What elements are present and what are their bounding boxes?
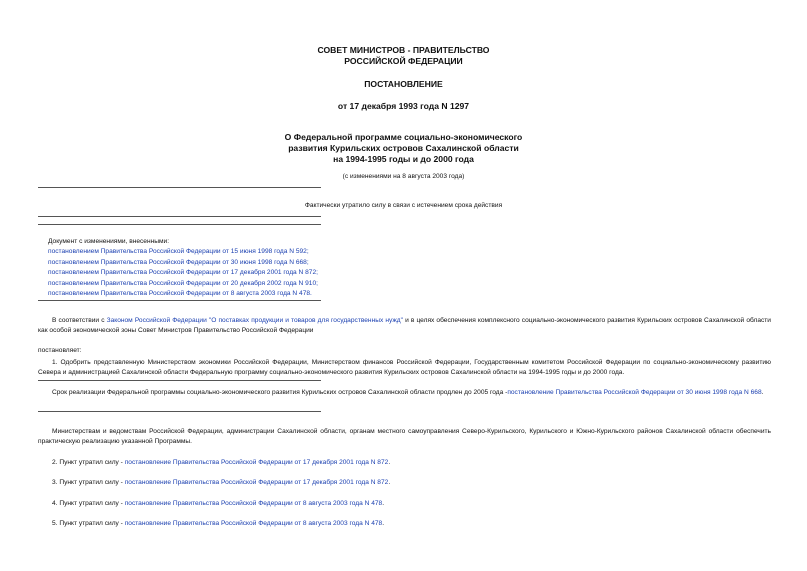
preamble-text: В соответствии с	[52, 317, 107, 324]
repealed-item-3	[52, 478, 390, 488]
amendment-link[interactable]: постановлением Правительства Российской Федерации от 20 декабря 2002 года N 910;	[48, 279, 318, 287]
repealed-end: .	[388, 459, 391, 466]
preamble-paragraph	[38, 316, 771, 337]
extension-link[interactable]: постановление Правительства Российской Федерации от 30 июня 1998 года N 668	[507, 389, 762, 396]
document-date: от 17 декабря 1993 года N 1297	[337, 101, 470, 111]
repealed-end: .	[382, 500, 385, 507]
repealed-link[interactable]: постановление Правительства Российской Федерации от 8 августа 2003 года N 478	[124, 500, 383, 507]
repealed-link[interactable]: постановление Правительства Российской Федерации от 17 декабря 2001 года N 872	[124, 459, 389, 466]
extension-text: Срок реализации Федеральной программы социально-экономического развития Курильских островов Сахалинской области продлен до 2005 года -	[52, 389, 508, 396]
repealed-end: .	[388, 479, 391, 486]
amendment-link[interactable]: постановлением Правительства Российской Федерации от 15 июня 1998 года N 592;	[48, 248, 309, 256]
repealed-text: 3. Пункт утратил силу -	[52, 479, 125, 486]
repealed-text: 5. Пункт утратил силу -	[52, 520, 125, 527]
ministries-paragraph: Министерствам и ведомствам Российской Федерации, администрации Сахалинской области, органам местного самоуправления Северо-Курильского, Курильского и Южно-Курильского районов Сахалинской области обеспечить практическую реализацию указанной Программы.	[38, 428, 771, 446]
amendments-intro: Документ с изменениями, внесенными:	[48, 238, 170, 245]
divider	[38, 187, 321, 188]
document-title	[0, 132, 807, 165]
title-line-2: развития Курильских островов Сахалинской области	[288, 143, 519, 153]
divider	[38, 380, 321, 381]
preamble-text: и в целях обеспечения комплексного социально-экономического развития Курильских островов Сахалинской области как особой экономической зоны Совет Министров Правительство Российской Федерации	[38, 317, 771, 335]
repealed-item-4	[52, 499, 384, 509]
extension-paragraph	[38, 388, 771, 398]
changes-note: (с изменениями на 8 августа 2003 года)	[342, 173, 465, 180]
divider	[38, 411, 321, 412]
title-line-1: О Федеральной программе социально-экономического	[284, 132, 523, 142]
divider	[38, 224, 321, 225]
resolves-label: постановляет:	[38, 347, 82, 354]
amendment-link[interactable]: постановлением Правительства Российской Федерации от 30 июня 1998 года N 668;	[48, 258, 309, 266]
amendment-link[interactable]: постановлением Правительства Российской Федерации от 17 декабря 2001 года N 872;	[48, 269, 318, 277]
item-1-paragraph: 1. Одобрить представленную Министерством экономики Российской Федерации, Министерством финансов Российской Федерации, Государственным комитетом Российской Федерации по социально-экономическому развитию Севера и администрацией Сахалинской области Федеральную программу социально-экономического развития Курильских островов Сахалинской области на 1994-1995 годы и до 2000 года.	[38, 359, 771, 377]
amendments-block	[48, 237, 318, 299]
repealed-end: .	[382, 520, 385, 527]
status-note: Фактически утратило силу в связи с истечением срока действия	[304, 202, 503, 209]
divider	[38, 216, 321, 217]
title-line-3: на 1994-1995 годы и до 2000 года	[333, 154, 474, 164]
authority-line-1: СОВЕТ МИНИСТРОВ - ПРАВИТЕЛЬСТВО	[317, 45, 490, 55]
document-type: ПОСТАНОВЛЕНИЕ	[364, 79, 443, 89]
repealed-text: 4. Пункт утратил силу -	[52, 500, 125, 507]
repealed-link[interactable]: постановление Правительства Российской Федерации от 17 декабря 2001 года N 872	[124, 479, 389, 486]
repealed-link[interactable]: постановление Правительства Российской Федерации от 8 августа 2003 года N 478	[124, 520, 383, 527]
repealed-item-5	[52, 519, 384, 529]
law-link[interactable]: Законом Российской Федерации "О поставках продукции и товаров для государственных нужд"	[106, 317, 403, 324]
authority-line-2: РОССИЙСКОЙ ФЕДЕРАЦИИ	[344, 56, 463, 66]
issuing-authority	[0, 45, 807, 67]
divider	[38, 300, 321, 301]
extension-end: .	[761, 389, 764, 396]
amendment-link[interactable]: постановлением Правительства Российской Федерации от 8 августа 2003 года N 478.	[48, 289, 312, 297]
repealed-item-2	[52, 458, 390, 468]
repealed-text: 2. Пункт утратил силу -	[52, 459, 125, 466]
